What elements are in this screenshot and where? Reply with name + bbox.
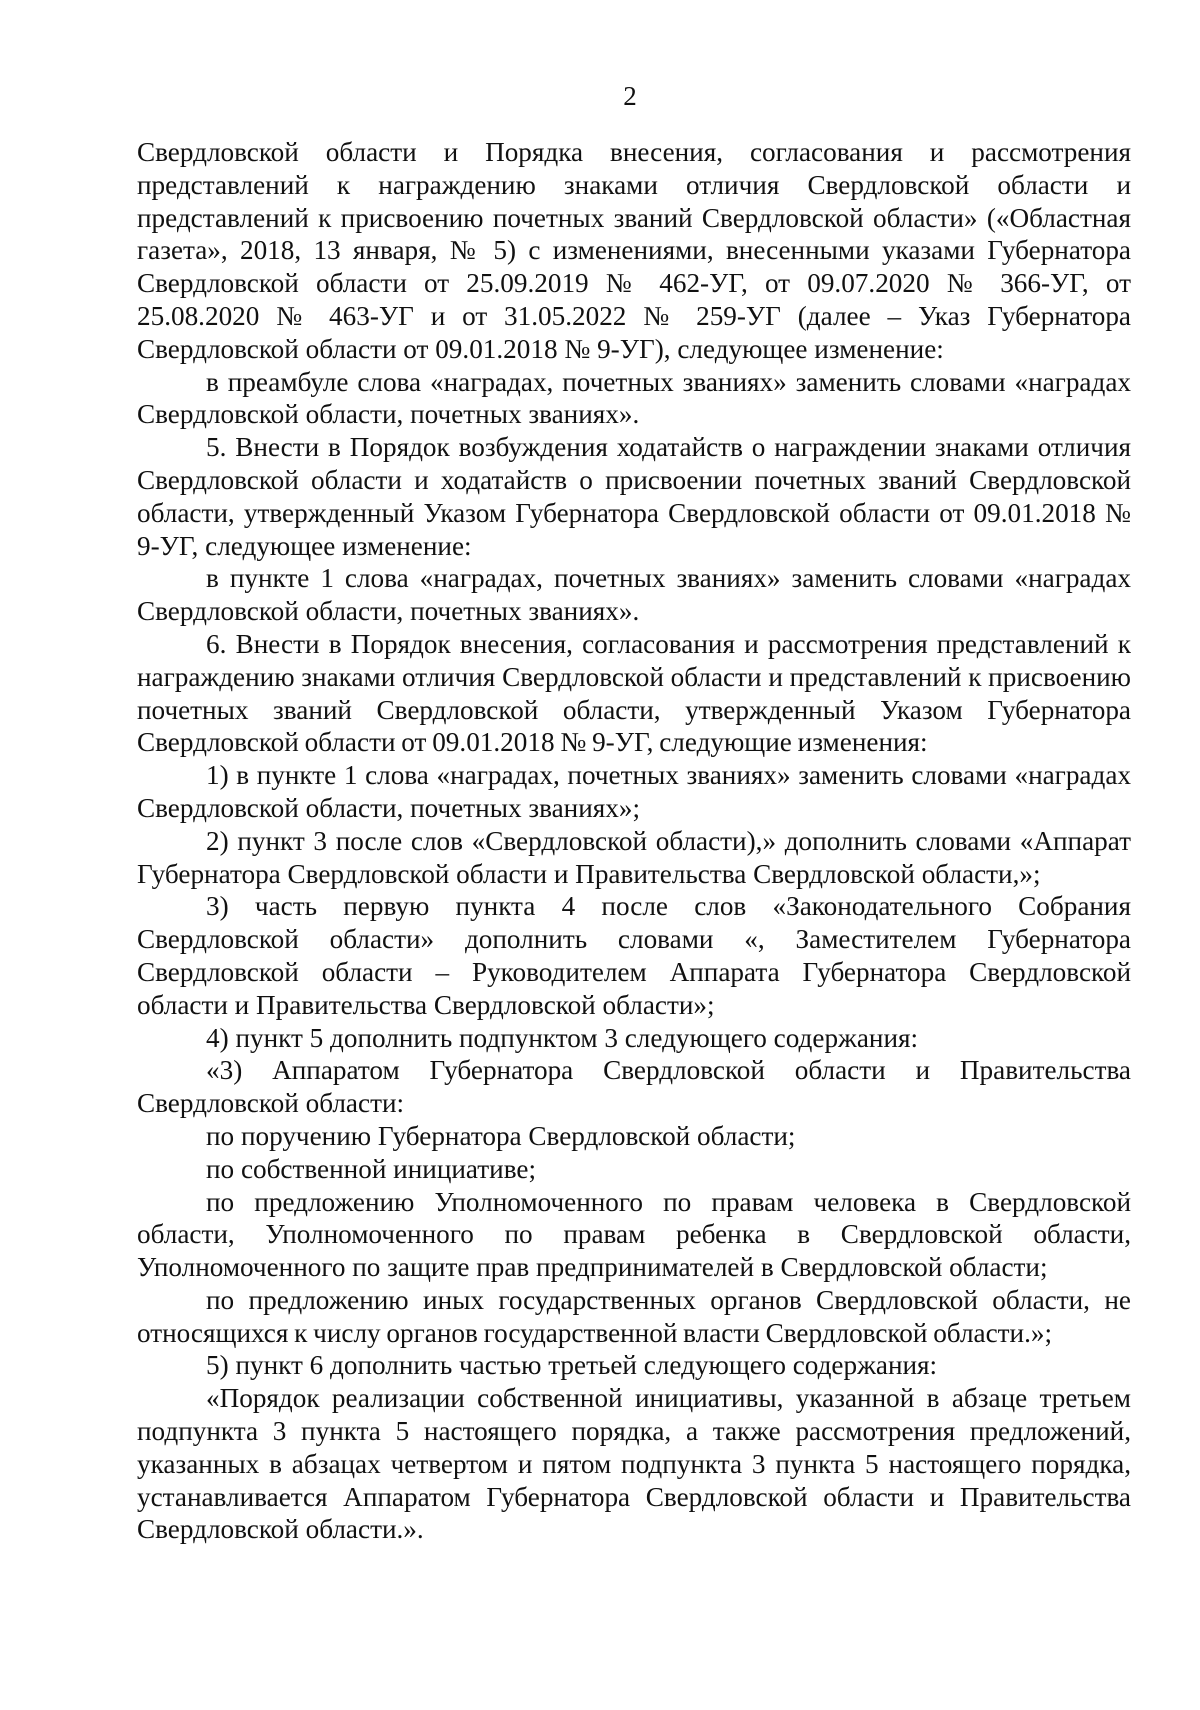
- paragraph-subitem-2: 2) пункт 3 после слов «Свердловской области),» дополнить словами «Аппарат Губернатора Свердловской области и Правительства Свердловской области,»;: [137, 825, 1131, 889]
- paragraph-procedure-text: «Порядок реализации собственной инициативы, указанной в абзаце третьем подпункта 3 пункта 5 настоящего порядка, а также рассмотрения предложений, указанных в абзацах четвертом и пятом подпункта 3 пункта 5 настоящего порядка, устанавливается Аппаратом Губернатора Свердловской области и Правительства Свердловской области.».: [137, 1383, 1131, 1545]
- paragraph-item-5-change: в пункте 1 слова «наградах, почетных званиях» заменить словами «наградах Свердловской области, почетных званиях».: [137, 563, 1131, 627]
- paragraph-subitem-5: 5) пункт 6 дополнить частью третьей следующего содержания:: [206, 1350, 938, 1381]
- paragraph-governor-instruction: по поручению Губернатора Свердловской области;: [206, 1120, 796, 1151]
- paragraph-new-subpoint-3: «3) Аппаратом Губернатора Свердловской области и Правительства Свердловской области:: [137, 1055, 1131, 1119]
- paragraph-subitem-1: 1) в пункте 1 слова «наградах, почетных званиях» заменить словами «наградах Свердловской области, почетных званиях»;: [137, 760, 1131, 823]
- paragraph-item-6: 6. Внести в Порядок внесения, согласования и рассмотрения представлений к награждению знаками отличия Свердловской области и представлений к присвоению почетных званий Свердловской области, утвержденный Указом Губернатора Свердловской области от 09.01.2018 № 9-УГ, следующие изменения:: [137, 628, 1131, 758]
- paragraph-item-5: 5. Внести в Порядок возбуждения ходатайств о награждении знаками отличия Свердловской области и ходатайств о присвоении почетных званий Свердловской области, утвержденный Указом Губернатора Свердловской области от 09.01.2018 № 9-УГ, следующее изменение:: [137, 432, 1131, 561]
- page-number: 2: [623, 81, 637, 111]
- paragraph-decree-amendments: Свердловской области и Порядка внесения, согласования и рассмотрения представлений к награждению знаками отличия Свердловской области и представлений к присвоению почетных званий Свердловской области» («Областная газета», 2018, 13 января, № 5) с изменениями, внесенными указами Губернатора Свердловской области от 25.09.2019 № 462-УГ, от 09.07.2020 № 366-УГ, от 25.08.2020 № 463-УГ и от 31.05.2022 № 259-УГ (далее – Указ Губернатора Свердловской области от 09.01.2018 № 9-УГ), следующее изменение:: [137, 137, 1131, 364]
- paragraph-ombudsman-proposal: по предложению Уполномоченного по правам человека в Свердловской области, Уполномоченного по правам ребенка в Свердловской области, Уполномоченного по защите прав предпринимателей в Свердловской области;: [137, 1186, 1131, 1283]
- paragraph-subitem-4: 4) пункт 5 дополнить подпунктом 3 следующего содержания:: [206, 1022, 919, 1053]
- paragraph-preamble-change: в преамбуле слова «наградах, почетных званиях» заменить словами «наградах Свердловской области, почетных званиях».: [137, 366, 1131, 430]
- paragraph-subitem-3: 3) часть первую пункта 4 после слов «Законодательного Собрания Свердловской области» дополнить словами «, Заместителем Губернатора Свердловской области – Руководителем Аппарата Губернатора Свердловской области и Правительства Свердловской области»;: [137, 891, 1131, 1020]
- paragraph-other-bodies-proposal: по предложению иных государственных органов Свердловской области, не относящихся к числу органов государственной власти Свердловской области.»;: [137, 1284, 1131, 1348]
- document-body: [137, 136, 1131, 1546]
- paragraph-own-initiative: по собственной инициативе;: [206, 1153, 537, 1184]
